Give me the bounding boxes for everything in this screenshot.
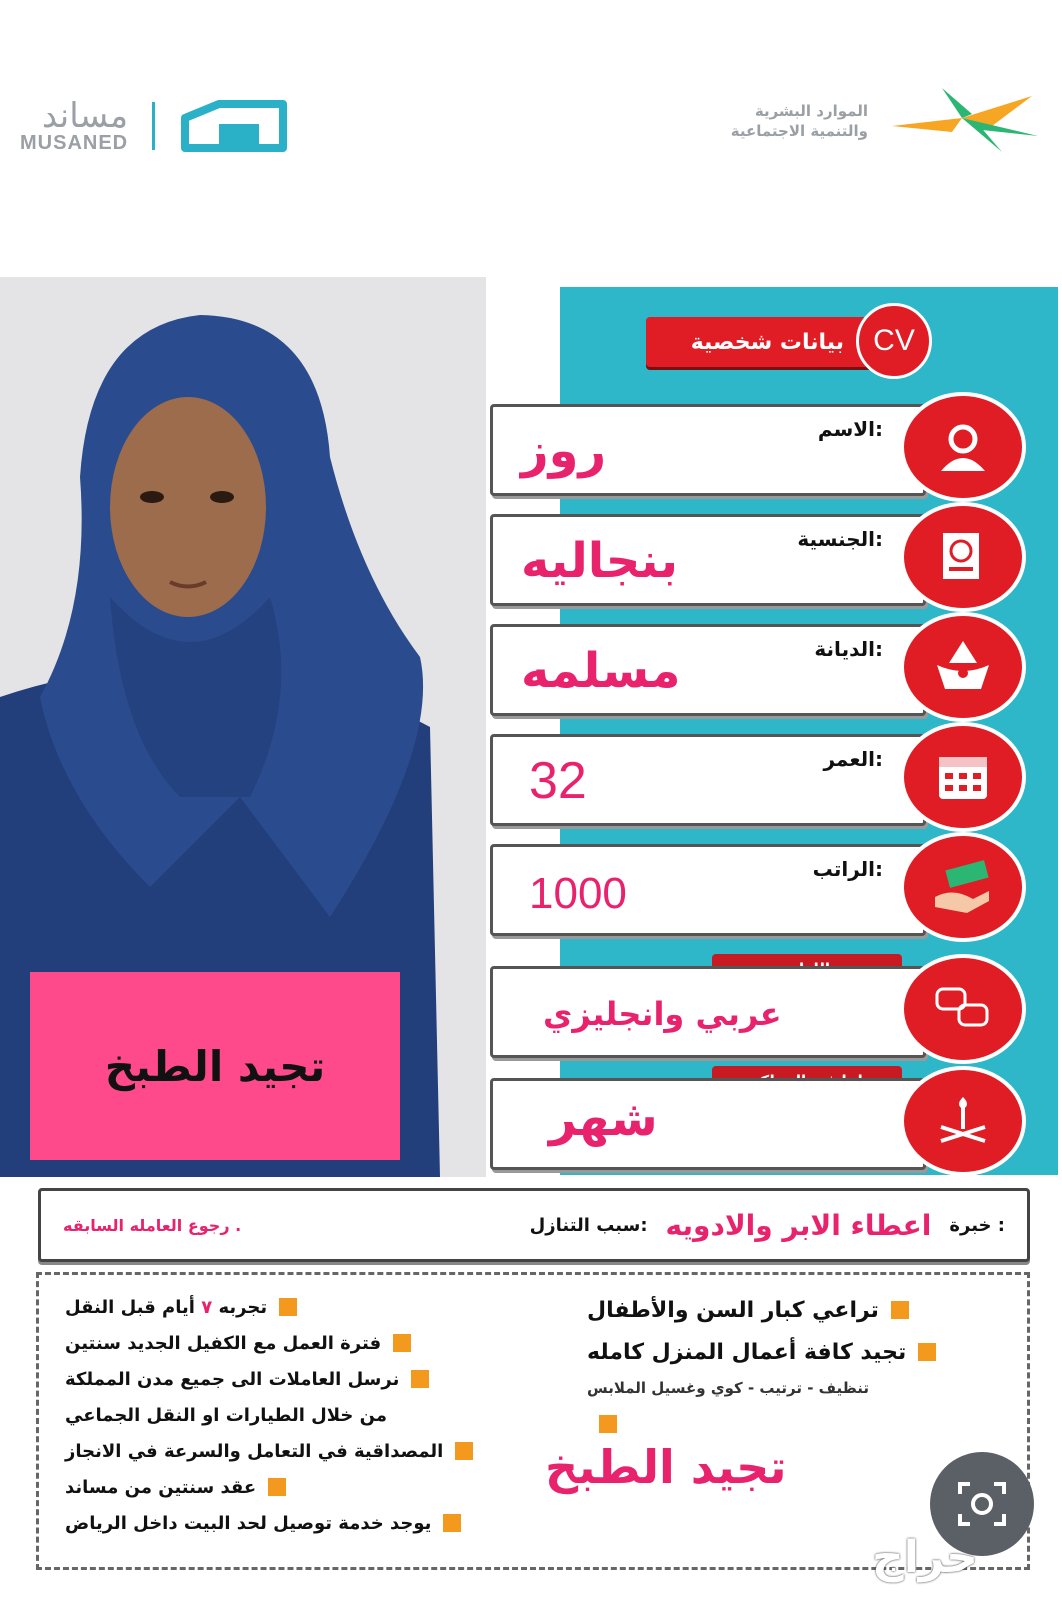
release-reason-label: سبب التنازل: [529,1214,648,1236]
camera-search-icon [954,1476,1010,1532]
list-item: نرسل العاملات الى جميع مدن المملكة [65,1361,535,1397]
musaned-arabic-text: مساند [41,96,129,136]
field-salary [490,844,926,936]
list-item: تنظيف - ترتيب - كوي وغسيل الملابس [587,1379,870,1397]
list-item: تجربه ٧ أيام قبل النقل [65,1289,535,1325]
cooking-highlight: تجيد الطبخ [545,1440,787,1494]
cv-circle: CV [856,303,932,379]
list-item: يوجد خدمة توصيل لحد البيت داخل الرياض [65,1505,535,1541]
list-item: فترة العمل مع الكفيل الجديد سنتين [65,1325,535,1361]
bullet-icon [891,1301,909,1319]
bullet-icon [443,1514,461,1532]
field-age [490,734,926,826]
field-nationality-value: بنجاليه [521,533,678,589]
list-item: تراعي كبار السن والأطفال [587,1289,1007,1331]
header [0,0,1062,270]
field-name-label: الاسم: [817,417,883,441]
cooking-caption-text: تجيد الطبخ [104,1041,326,1091]
bullet-icon [279,1298,297,1316]
bullet-icon [393,1334,411,1352]
list-item: تجيد كافة أعمال المنزل كامله [587,1331,1007,1373]
features-left-list [65,1289,535,1541]
ministry-star-icon [882,86,1042,156]
experience-bar [38,1188,1030,1262]
logo-divider [152,102,155,150]
bullet-icon [455,1442,473,1460]
release-reason-value: رجوع العامله السابقه . [63,1215,242,1235]
musaned-english-text: MUSANED [20,132,129,154]
ministry-name-line1: الموارد البشرية [754,102,868,120]
chat-bubbles-icon [900,954,1026,1064]
list-item: المصداقية في التعامل والسرعة في الانجاز [65,1433,535,1469]
field-religion [490,624,926,716]
bullet-icon [918,1343,936,1361]
musaned-house-icon [179,98,289,154]
field-in-kingdom [490,1078,926,1170]
money-hand-icon [900,832,1026,942]
haraj-watermark: حراج [872,1532,978,1583]
bullet-icon [268,1478,286,1496]
field-in-kingdom-value: شهر [549,1091,658,1147]
features-right-list [587,1289,1007,1445]
field-languages-value: عربي وانجليزي [543,995,782,1033]
experience-label: خبرة : [949,1214,1005,1236]
field-languages [490,966,926,1058]
cv-header-title: بيانات شخصية [690,329,844,355]
person-icon [900,392,1026,502]
list-item: عقد سنتين من مساند [65,1469,535,1505]
experience-value: اعطاء الابر والادويه [665,1208,932,1242]
calendar-icon [900,722,1026,832]
cooking-caption-box [30,972,400,1160]
bullet-icon [599,1415,617,1433]
saudi-emblem-icon [900,1066,1026,1176]
field-name [490,404,926,496]
ministry-logo [731,86,1042,156]
field-religion-label: الديانة: [814,637,883,661]
list-item [587,1403,1007,1445]
ministry-name-line2: والتنمية الاجتماعية [730,122,868,140]
passport-icon [900,502,1026,612]
field-nationality-label: الجنسية: [797,527,883,551]
field-age-value: 32 [529,752,587,810]
features-box [36,1272,1030,1570]
field-age-label: العمر: [823,747,883,771]
bullet-icon [411,1370,429,1388]
list-item: من خلال الطيارات او النقل الجماعي [65,1404,388,1426]
field-religion-value: مسلمه [521,643,681,699]
field-salary-value: 1000 [529,869,627,918]
field-name-value: روز [521,423,607,479]
musaned-logo [20,98,289,154]
field-salary-label: الراتب: [812,857,883,881]
religion-icon [900,612,1026,722]
field-nationality [490,514,926,606]
